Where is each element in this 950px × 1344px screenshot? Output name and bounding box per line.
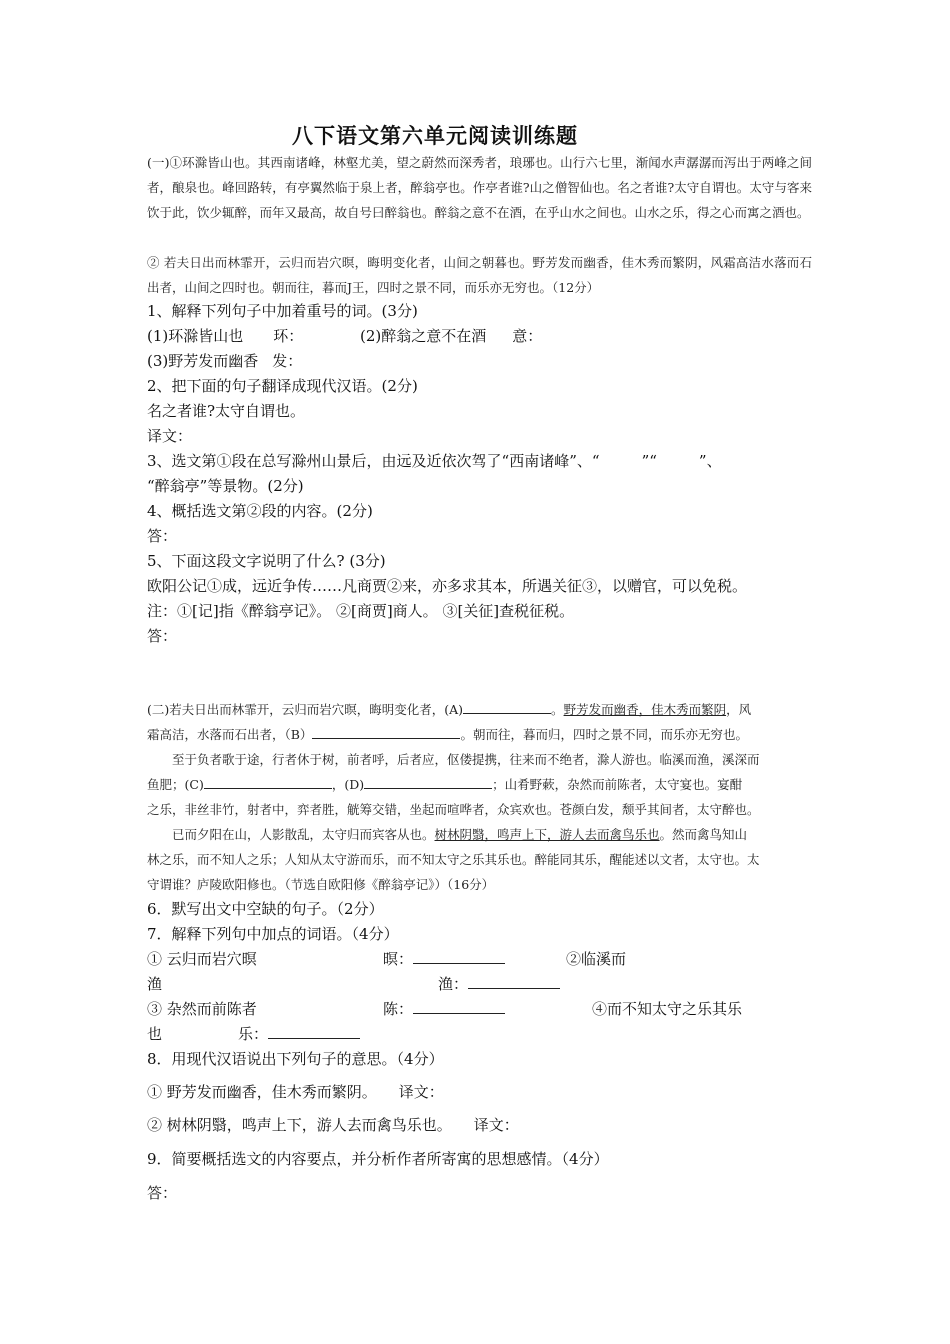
question-3-text-a: 3、选文第①段在总写滁州山景后，由远及近依次驾了“西南诸峰”、“ bbox=[147, 452, 600, 470]
question-7-item-1-answer bbox=[383, 947, 505, 972]
answer-blank bbox=[468, 974, 560, 989]
key: 渔： bbox=[438, 975, 469, 993]
question-7-item-4-cont: 也 bbox=[147, 1025, 163, 1043]
question-7-item-2-answer bbox=[438, 972, 560, 997]
passage-2-para-3-line-1 bbox=[172, 822, 747, 847]
item-text: (2)醉翁之意不在酒 bbox=[360, 327, 487, 345]
key: 乐： bbox=[238, 1025, 269, 1043]
question-2-answer-label: 译文： bbox=[147, 427, 193, 445]
underlined-sentence: 树林阴翳，鸣声上下，游人去而禽鸟乐也 bbox=[434, 827, 660, 842]
question-9-answer-label: 答： bbox=[147, 1184, 178, 1202]
text: 。朝而往，暮而归，四时之景不同，而乐亦无穷也。 bbox=[460, 727, 748, 742]
item-text: (3)野芳发而幽香 bbox=[147, 352, 259, 370]
question-5-text: 欧阳公记①成，远近争传……凡商贾②来，亦多求其本，所遇关征③，以赠官，可以免税。 bbox=[147, 577, 748, 595]
item-text: (1)环滁皆山也 bbox=[147, 327, 244, 345]
question-1-item-2 bbox=[360, 324, 542, 349]
passage-2-para-1-line-1 bbox=[147, 697, 751, 722]
passage-2-para-2-line-1: 至于负者歌于途，行者休于树，前者呼，后者应，伛偻提携，往来而不绝者，滁人游也。临溪而渔，溪深而 bbox=[172, 752, 760, 767]
text: ；山肴野蔌，杂然而前陈者，太守宴也。宴酣 bbox=[492, 777, 743, 792]
question-3-text-c: ”、 bbox=[698, 452, 722, 470]
passage-2-para-3-line-2: 林之乐，而不知人之乐；人知从太守游而乐，而不知太守之乐其乐也。醉能同其乐，醒能述以文者，太守也。太 bbox=[147, 852, 760, 867]
question-2-sentence: 名之者谁?太守自谓也。 bbox=[147, 402, 306, 420]
question-7-item-2-cont: 渔 bbox=[147, 975, 163, 993]
question-5: 5、下面这段文字说明了什么? (3分) bbox=[147, 552, 386, 570]
sentence: ② 树林阴翳，鸣声上下，游人去而禽鸟乐也。 bbox=[147, 1116, 452, 1134]
passage-1-para-1: (一)①环滁皆山也。其西南诸峰，林壑尤美，望之蔚然而深秀者，琅琊也。山行六七里，渐闻水声潺潺而泻出于两峰之间者，酿泉也。峰回路转，有亭翼然临于泉上者，醉翁亭也。作亭者谁?山之僧智仙也。名之者谁?太守自谓也。太守与客来饮于此，饮少辄醉，而年又最高，故自号曰醉翁也。醉翁之意不在酒，在乎山水之间也。山水之乐，得之心而寓之酒也。 bbox=[147, 155, 812, 220]
question-7-item-4: ④而不知太守之乐其乐 bbox=[592, 1000, 743, 1018]
translation-label: 译文： bbox=[398, 1083, 444, 1101]
passage-2-para-2-line-2 bbox=[147, 772, 742, 797]
question-7-item-2: ②临溪而 bbox=[566, 950, 627, 968]
underlined-sentence: 野芳发而幽香，佳木秀而繁阴 bbox=[563, 702, 727, 717]
text: 已而夕阳在山，人影散乱，太守归而宾客从也。 bbox=[172, 827, 435, 842]
page-title: 八下语文第六单元阅读训练题 bbox=[292, 123, 578, 148]
sentence: ① 野芳发而幽香，佳木秀而繁阴。 bbox=[147, 1083, 377, 1101]
passage-2-para-3-line-3: 守谓谁？庐陵欧阳修也。（节选自欧阳修《醉翁亭记》）（16分） bbox=[147, 877, 495, 892]
question-7-item-3: ③ 杂然而前陈者 bbox=[147, 1000, 257, 1018]
question-7-item-3-answer bbox=[383, 997, 505, 1022]
answer-blank bbox=[413, 999, 505, 1014]
question-1: 1、解释下列句子中加着重号的词。(3分) bbox=[147, 302, 418, 320]
translation-label: 译文： bbox=[473, 1116, 519, 1134]
question-4: 4、概括选文第②段的内容。(2分) bbox=[147, 502, 373, 520]
question-4-answer-label: 答： bbox=[147, 527, 178, 545]
text: (二)若夫日出而林霏开，云归而岩穴暝，晦明变化者，(A) bbox=[147, 702, 464, 717]
question-6: 6．默写出文中空缺的句子。（2分） bbox=[147, 900, 384, 918]
question-7-item-4-answer bbox=[238, 1022, 360, 1047]
key: 陈： bbox=[383, 1000, 414, 1018]
question-3-line-2: “醉翁亭”等景物。(2分) bbox=[147, 477, 304, 495]
blank-a bbox=[463, 699, 551, 714]
text: 。然而禽鸟知山 bbox=[659, 827, 748, 842]
answer-blank bbox=[268, 1024, 360, 1039]
blank-b bbox=[312, 724, 460, 739]
question-9: 9．简要概括选文的内容要点，并分析作者所寄寓的思想感情。（4分） bbox=[147, 1150, 609, 1168]
question-7-item-1: ① 云归而岩穴暝 bbox=[147, 950, 257, 968]
question-7: 7．解释下列句中加点的词语。（4分） bbox=[147, 925, 399, 943]
question-3-line-1 bbox=[147, 449, 722, 474]
question-2: 2、把下面的句子翻译成现代汉语。(2分) bbox=[147, 377, 418, 395]
question-3-text-b: ”“ bbox=[641, 452, 657, 470]
question-8: 8．用现代汉语说出下列句子的意思。（4分） bbox=[147, 1050, 444, 1068]
item-key: 环： bbox=[273, 327, 304, 345]
passage-2-para-1-line-2 bbox=[147, 722, 748, 747]
passage-1-para-2: ② 若夫日出而林霏开，云归而岩穴暝，晦明变化者，山间之朝暮也。野芳发而幽香，佳木秀而繁阴，风霜高洁水落而石出者，山间之四时也。朝而往，暮而J王，四时之景不同，而乐亦无穷也。（12分） bbox=[147, 255, 812, 295]
text: ，风 bbox=[726, 702, 752, 717]
item-key: 意： bbox=[512, 327, 543, 345]
text: 。 bbox=[551, 702, 564, 717]
blank-c bbox=[204, 774, 332, 789]
text: 鱼肥；(C) bbox=[147, 777, 204, 792]
text: ，(D) bbox=[331, 777, 365, 792]
blank-d bbox=[364, 774, 492, 789]
question-1-item-3 bbox=[147, 349, 302, 374]
key: 暝： bbox=[383, 950, 414, 968]
question-5-answer-label: 答： bbox=[147, 627, 178, 645]
question-8-item-1 bbox=[147, 1080, 444, 1105]
item-key: 发： bbox=[272, 352, 303, 370]
question-1-item-1 bbox=[147, 324, 303, 349]
answer-blank bbox=[413, 949, 505, 964]
question-8-item-2 bbox=[147, 1113, 519, 1138]
passage-2-para-2-line-3: 之乐，非丝非竹，射者中，弈者胜，觥筹交错，坐起而喧哗者，众宾欢也。苍颜白发，颓乎其间者，太守醉也。 bbox=[147, 802, 760, 817]
question-5-note: 注：①[记]指《醉翁亭记》。 ②[商贾]商人。 ③[关征]查税征税。 bbox=[147, 602, 575, 620]
text: 霜高洁，水落而石出者，（B） bbox=[147, 727, 313, 742]
